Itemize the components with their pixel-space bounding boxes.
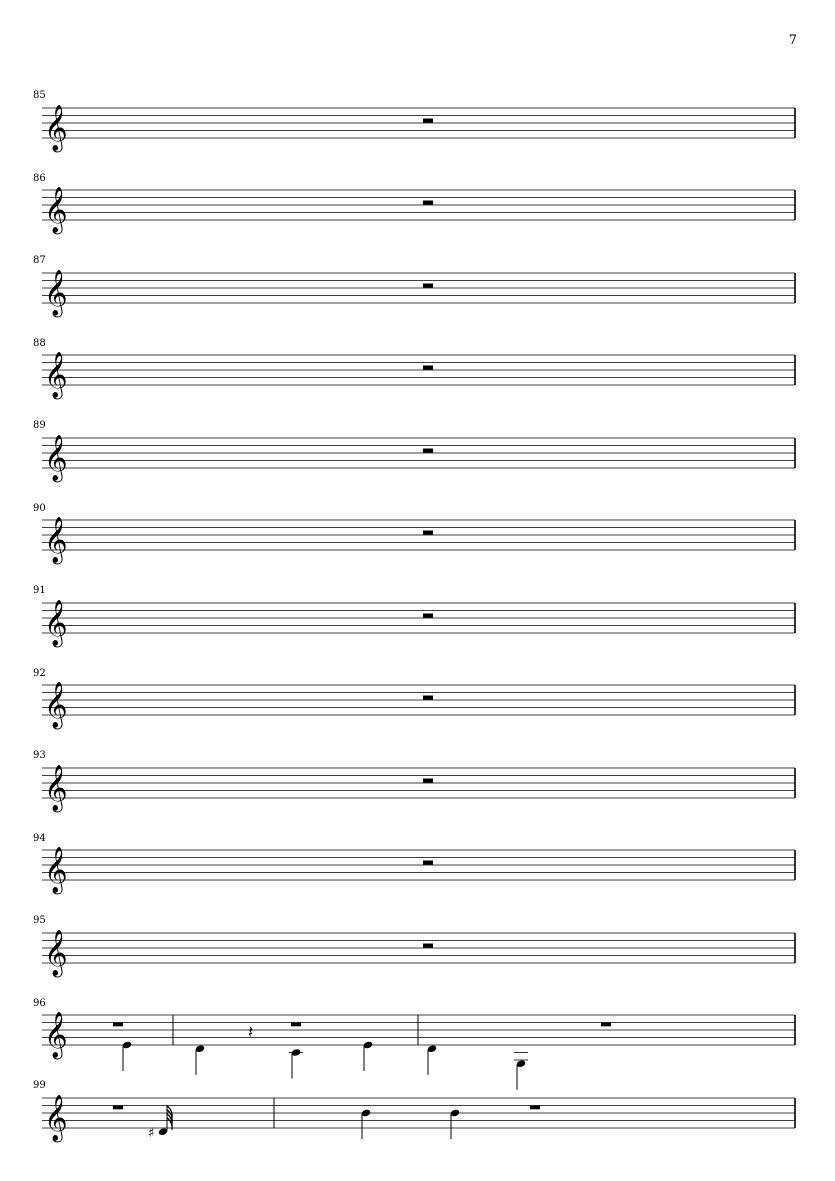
measure-number: 94: [33, 833, 46, 844]
treble-clef-icon: 𝄞: [44, 270, 68, 316]
treble-clef-icon: 𝄞: [44, 682, 68, 728]
measure-number: 86: [33, 173, 46, 184]
page-number: 7: [788, 33, 797, 48]
sharp-icon: ♯: [148, 1125, 155, 1141]
treble-clef-icon: 𝄞: [44, 105, 68, 151]
measure-number: 95: [33, 915, 46, 926]
quarter-rest: 𝄽: [248, 1022, 254, 1043]
multi-measure-rest: [423, 779, 433, 783]
measure-number: 99: [33, 1080, 46, 1091]
measure-number: 93: [33, 750, 46, 761]
treble-clef-icon: 𝄞: [44, 1012, 68, 1058]
measure-number: 88: [33, 338, 46, 349]
multi-measure-rest: [423, 366, 433, 370]
whole-rest: [113, 1106, 123, 1110]
multi-measure-rest: [423, 696, 433, 700]
multi-measure-rest: [423, 614, 433, 618]
multi-measure-rest: [423, 944, 433, 948]
multi-measure-rest: [423, 119, 433, 123]
treble-clef-icon: 𝄞: [44, 352, 68, 398]
treble-clef-icon: 𝄞: [44, 847, 68, 893]
treble-clef-icon: 𝄞: [44, 1095, 68, 1141]
measure-number: 89: [33, 420, 46, 431]
measure-number: 90: [33, 503, 46, 514]
measure-number: 85: [33, 90, 46, 101]
multi-measure-rest: [423, 284, 433, 288]
measure-number: 96: [33, 998, 46, 1009]
whole-rest: [291, 1023, 301, 1027]
treble-clef-icon: 𝄞: [44, 930, 68, 976]
treble-clef-icon: 𝄞: [44, 517, 68, 563]
treble-clef-icon: 𝄞: [44, 600, 68, 646]
multi-measure-rest: [423, 531, 433, 535]
measure-number: 92: [33, 668, 46, 679]
whole-rest: [113, 1023, 123, 1027]
whole-rest: [601, 1023, 611, 1027]
multi-measure-rest: [423, 201, 433, 205]
multi-measure-rest: [423, 449, 433, 453]
measure-number: 87: [33, 255, 46, 266]
measure-number: 91: [33, 585, 46, 596]
treble-clef-icon: 𝄞: [44, 435, 68, 481]
treble-clef-icon: 𝄞: [44, 765, 68, 811]
multi-measure-rest: [423, 861, 433, 865]
whole-rest: [530, 1106, 540, 1110]
treble-clef-icon: 𝄞: [44, 187, 68, 233]
